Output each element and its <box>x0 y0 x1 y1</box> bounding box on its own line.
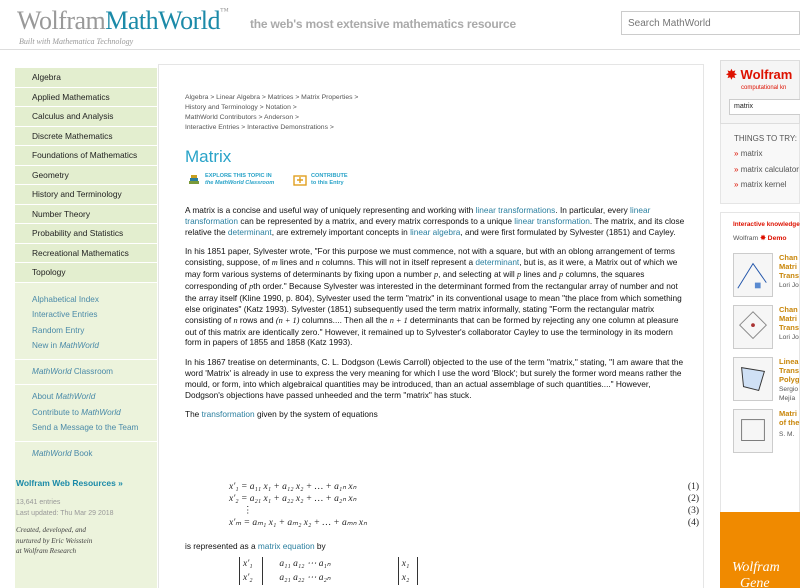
equation-number: (3) <box>687 506 699 516</box>
classroom-brand: MathWorld <box>32 366 72 376</box>
wolfram-demonstrations-label[interactable]: Wolfram ✸ Demo <box>733 235 787 242</box>
link-linear-transformation-2[interactable]: linear transformation <box>514 215 590 226</box>
book-suffix: Book <box>71 448 93 458</box>
contribute-prefix: Contribute to <box>32 407 82 417</box>
sidebar-item-applied-mathematics[interactable]: Applied Mathematics <box>15 88 157 108</box>
link-linear-algebra[interactable]: linear algebra <box>410 226 461 237</box>
link-linear-transformations[interactable]: linear transformations <box>475 205 556 215</box>
credit-line-3: at Wolfram Research <box>16 547 77 555</box>
last-updated: Last updated: Thu Mar 29 2018 <box>16 510 114 517</box>
about-brand: MathWorld <box>55 392 96 401</box>
entry-count: 13,641 entries <box>16 499 61 506</box>
wolfram-star-icon: ✸ <box>726 67 737 82</box>
breadcrumb <box>185 93 358 133</box>
demo-author: Lori Jo <box>779 282 799 289</box>
contribute-icon <box>293 173 307 187</box>
bullet-icon: » <box>734 165 739 174</box>
logo-wolfram: Wolfram <box>17 6 106 35</box>
equation-row: x′₁ = a₁₁ x₁ + a₁₂ x₂ + … + a₁ₙ xₙ (1) <box>229 482 699 492</box>
wolfram-alpha-input[interactable]: matrix <box>729 99 800 115</box>
header <box>0 0 800 50</box>
demo-author-2: Mejía <box>779 395 796 402</box>
credit-line-2: nurtured by Eric Weisstein <box>16 536 93 545</box>
sidebar-item-geometry[interactable]: Geometry <box>15 166 157 186</box>
logo-subtitle: Built with Mathematica Technology <box>19 37 134 46</box>
demo-title: Linea Trans Polyg <box>779 357 800 384</box>
contribute-brand: MathWorld <box>81 407 121 417</box>
demo-thumbnail <box>733 305 773 349</box>
logo-mathworld: MathWorld <box>105 6 220 35</box>
equation-row: ⋮ (3) <box>243 506 699 516</box>
demo-title: Chan Matri Trans <box>779 253 800 280</box>
paragraph-1: A matrix is a concise and useful way of uniquely representing and working with linear transformations. In particular, every linear transformation can be represented by a matrix, and every matrix corresponds to a unique linear transformation. The matrix, and its close relative the determinant, are extremely important concepts in linear algebra, and were first formulated by Sylvester (1851) and Cayley. <box>185 205 685 237</box>
sidebar-item-topology[interactable]: Topology <box>15 263 157 283</box>
equation-system <box>229 481 699 529</box>
search-input[interactable] <box>621 11 800 35</box>
classroom-suffix: Classroom <box>71 366 113 376</box>
explore-line-1: EXPLORE THIS TOPIC IN <box>205 173 272 179</box>
wolfram-web-resources-link[interactable]: Wolfram Web Resources » <box>16 478 123 488</box>
explore-classroom-link[interactable] <box>205 173 274 187</box>
sidebar-link-new-in[interactable] <box>15 338 157 354</box>
logo[interactable] <box>17 6 228 36</box>
demo-item[interactable] <box>733 409 800 457</box>
breadcrumb-line[interactable]: MathWorld Contributors > Anderson > <box>185 114 299 121</box>
demo-thumbnail <box>733 253 773 297</box>
wolfram-alpha-logo[interactable] <box>726 67 792 83</box>
link-determinant[interactable]: determinant <box>227 226 272 237</box>
equation-number: (4) <box>687 518 699 528</box>
bullet-icon: » <box>734 180 739 189</box>
about-prefix: About <box>32 392 56 401</box>
try-link[interactable]: » matrix kernel <box>734 180 787 189</box>
contribute-line-2: to this Entry <box>311 180 344 186</box>
sidebar-item-foundations[interactable]: Foundations of Mathematics <box>15 146 157 166</box>
things-to-try-header: THINGS TO TRY: <box>734 134 797 143</box>
breadcrumb-line[interactable]: Interactive Entries > Interactive Demonstrations > <box>185 124 334 131</box>
right-sidebar <box>720 60 800 588</box>
logo-tm: ™ <box>220 6 229 16</box>
sidebar-item-algebra[interactable]: Algebra <box>15 68 157 88</box>
things-to-try <box>720 124 800 204</box>
link-transformation[interactable]: transformation <box>201 409 255 419</box>
classroom-icon <box>187 173 201 187</box>
breadcrumb-line[interactable]: Algebra > Linear Algebra > Matrices > Matrix Properties > <box>185 94 359 101</box>
sidebar-item-discrete[interactable]: Discrete Mathematics <box>15 127 157 147</box>
link-linear-transformation[interactable]: linear transformation <box>185 205 651 226</box>
sidebar-link-about[interactable] <box>15 389 157 405</box>
demo-item[interactable] <box>733 357 800 405</box>
new-in-prefix: New in <box>32 341 60 350</box>
sidebar-link-send-message[interactable]: Send a Message to the Team <box>32 423 139 432</box>
contribute-entry-link[interactable] <box>311 173 348 187</box>
equation-row: x′₂ = a₂₁ x₁ + a₂₂ x₂ + … + a₂ₙ xₙ (2) <box>229 494 699 504</box>
matrix-equation-intro: is represented as a matrix equation by <box>185 541 326 551</box>
sidebar-link-book[interactable] <box>15 446 157 462</box>
site-stats <box>16 497 114 519</box>
new-in-brand: MathWorld <box>59 341 99 350</box>
paragraph-2: In his 1851 paper, Sylvester wrote, "For this purpose we must commence, not with a square, but with an oblong arrangement of terms consisting, suppose, of m lines and n columns. This will not in itself represent a determinant, but is, as it were, a Matrix out of which we may form various systems of determinants by fixing upon a number p, and selecting at will p lines and p columns, the squares corresponding of pth order." Because Sylvester was interested in the determinant formed from the rectangular array of number and not the array itself (Kline 1990, p. 804), Sylvester used the term "matrix" in its conventional usage to mean "the place from which something else originates" (Katz 1993). Sylvester (1851) subsequently used the term matrix informally, stating "Form the rectangular matrix consisting of n rows and (n + 1) columns.... Then all the n + 1 determinants that can be formed by rejecting any one column at pleasure out of this matrix are identically zero." However, it remained up to Sylvester's collaborator Cayley to use the terminology in its modern form in papers of 1855 and 1858 (Katz 1993). <box>185 246 682 348</box>
link-matrix-equation[interactable]: matrix equation <box>257 541 315 551</box>
paragraph-4: The transformation given by the system of equations <box>185 409 378 419</box>
wolfram-star-icon: ✸ <box>760 235 766 242</box>
sidebar-item-probability[interactable]: Probability and Statistics <box>15 224 157 244</box>
try-link[interactable]: » matrix <box>734 149 763 158</box>
demo-author: Sergio <box>779 386 799 393</box>
matrix-row: x′₂ a₂₁ a₂₂ ⋯ a₂ₙ x₂ <box>239 571 418 585</box>
matrix-row: x′₁ a₁₁ a₁₂ ⋯ a₁ₙ x₁ <box>239 557 418 571</box>
sidebar-link-alphabetical-index[interactable]: Alphabetical Index <box>32 294 99 304</box>
page-title: Matrix <box>185 147 232 166</box>
demo-thumbnail <box>733 357 773 401</box>
demo-title: Chan Matri Trans <box>779 305 800 332</box>
bullet-icon: » <box>734 149 739 158</box>
book-brand: MathWorld <box>32 448 72 458</box>
sidebar-link-random-entry[interactable]: Random Entry <box>32 325 85 335</box>
equation-row: x′ₘ = aₘ₁ x₁ + aₘ₂ x₂ + … + aₘₙ xₙ (4) <box>229 518 699 528</box>
matrix-equation <box>239 557 418 585</box>
sidebar-item-calculus[interactable]: Calculus and Analysis <box>15 107 157 127</box>
wolfram-alpha-widget <box>720 60 800 124</box>
equation-number: (2) <box>687 494 699 504</box>
article-body <box>185 205 687 428</box>
sidebar-link-interactive-entries[interactable]: Interactive Entries <box>32 310 98 319</box>
sidebar-link-classroom[interactable] <box>15 364 157 380</box>
credit <box>16 525 92 557</box>
equation-number: (1) <box>687 482 699 492</box>
demo-author: Lori Jo <box>779 334 799 341</box>
demo-item[interactable] <box>733 253 800 301</box>
wolfram-ad-banner[interactable] <box>720 512 800 588</box>
demo-author: S. M. <box>779 431 795 438</box>
ad-text: Wolfram Gene <box>732 560 780 588</box>
try-link[interactable]: » matrix calculator <box>734 165 799 174</box>
explore-line-2: the MathWorld Classroom <box>205 180 275 186</box>
demo-item[interactable] <box>733 305 800 353</box>
sidebar-link-contribute[interactable] <box>15 405 157 421</box>
interactive-knowledge <box>720 212 800 542</box>
link-determinant-2[interactable]: determinant <box>475 257 520 268</box>
tagline: the web's most extensive mathematics resource <box>250 17 516 31</box>
wolfram-alpha-subtitle: computational kn <box>741 85 787 91</box>
credit-line-1: Created, developed, and <box>16 526 86 534</box>
contribute-line-1: CONTRIBUTE <box>311 173 348 179</box>
wolfram-alpha-logo-text: Wolfram <box>740 67 793 82</box>
interactive-knowledge-header: Interactive knowledge <box>733 221 800 228</box>
main-content <box>158 64 704 588</box>
paragraph-3: In his 1867 treatise on determinants, C. L. Dodgson (Lewis Carroll) objected to the use of the term "matrix," stating, "I am aware that the word 'Matrix' is already in use to express the very meaning for which I use the word 'Block'; but surely the former word means rather the mould, or form, into which algebraical quantities may be introduced, than an actual assemblage of such quantities...." However, Dodgson's objections have passed unheeded and the term "matrix" has stuck. <box>185 356 684 400</box>
demo-thumbnail <box>733 409 773 453</box>
sidebar-item-number-theory[interactable]: Number Theory <box>15 205 157 225</box>
demo-title: Matri of the <box>779 409 800 427</box>
sidebar-item-recreational[interactable]: Recreational Mathematics <box>15 244 157 264</box>
breadcrumb-line[interactable]: History and Terminology > Notation > <box>185 104 297 111</box>
sidebar-item-history[interactable]: History and Terminology <box>15 185 157 205</box>
